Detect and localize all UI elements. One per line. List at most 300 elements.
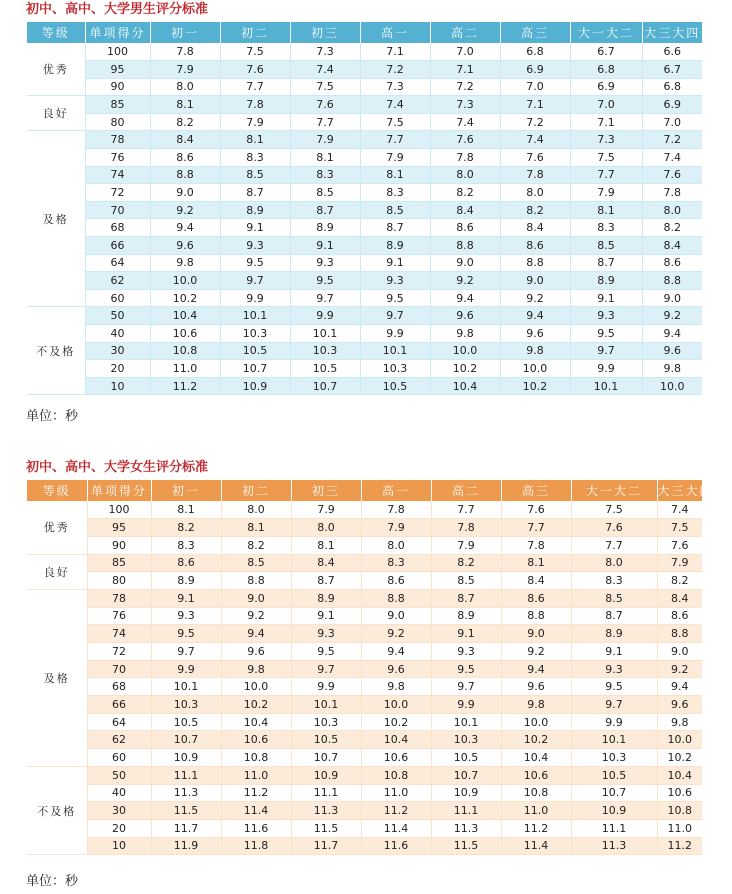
male-score-cell: 90 [85, 78, 150, 96]
male-time-cell: 10.1 [220, 307, 290, 325]
male-time-cell: 7.9 [570, 184, 642, 202]
male-table-row [27, 131, 702, 149]
male-time-cell: 9.9 [220, 289, 290, 307]
female-time-cell: 10.8 [657, 802, 702, 820]
female-table-row [27, 731, 702, 749]
female-time-cell: 11.6 [361, 837, 431, 855]
female-time-cell: 9.0 [221, 589, 291, 607]
female-time-cell: 8.5 [431, 572, 501, 590]
male-time-cell: 7.3 [570, 131, 642, 149]
female-time-cell: 9.3 [431, 643, 501, 661]
female-time-cell: 8.7 [431, 589, 501, 607]
male-score-cell: 95 [85, 61, 150, 79]
female-time-cell: 10.6 [221, 731, 291, 749]
male-time-cell: 9.2 [150, 201, 220, 219]
female-time-cell: 10.8 [361, 766, 431, 784]
male-time-cell: 8.6 [642, 254, 702, 272]
male-time-cell: 8.1 [150, 96, 220, 114]
female-time-cell: 8.3 [151, 536, 221, 554]
male-time-cell: 8.5 [360, 201, 430, 219]
female-time-cell: 10.5 [571, 766, 657, 784]
female-time-cell: 9.9 [431, 696, 501, 714]
female-time-cell: 9.6 [657, 696, 702, 714]
male-header-cell: 初三 [290, 22, 360, 43]
male-time-cell: 9.6 [150, 237, 220, 255]
female-score-cell: 72 [87, 643, 151, 661]
male-time-cell: 9.8 [430, 325, 500, 343]
female-time-cell: 11.7 [151, 819, 221, 837]
male-grade-cell: 良好 [27, 96, 85, 131]
male-time-cell: 9.2 [430, 272, 500, 290]
male-table-row [27, 289, 702, 307]
female-time-cell: 7.5 [571, 501, 657, 519]
male-time-cell: 7.0 [430, 43, 500, 61]
male-time-cell: 9.7 [570, 342, 642, 360]
male-score-cell: 85 [85, 96, 150, 114]
female-time-cell: 11.3 [431, 819, 501, 837]
female-time-cell: 9.0 [501, 625, 571, 643]
female-time-cell: 10.6 [361, 749, 431, 767]
female-time-cell: 11.7 [291, 837, 361, 855]
female-time-cell: 11.3 [291, 802, 361, 820]
female-time-cell: 10.9 [431, 784, 501, 802]
female-time-cell: 10.1 [431, 713, 501, 731]
female-time-cell: 8.7 [291, 572, 361, 590]
male-time-cell: 7.4 [500, 131, 570, 149]
female-time-cell: 11.3 [571, 837, 657, 855]
female-header-cell: 高三 [501, 480, 571, 501]
male-header-cell: 高一 [360, 22, 430, 43]
female-time-cell: 8.9 [291, 589, 361, 607]
male-time-cell: 8.1 [290, 149, 360, 167]
female-time-cell: 7.6 [571, 519, 657, 537]
female-time-cell: 7.5 [657, 519, 702, 537]
male-time-cell: 9.0 [500, 272, 570, 290]
female-header-cell: 大一大二 [571, 480, 657, 501]
male-time-cell: 9.2 [500, 289, 570, 307]
female-time-cell: 10.3 [431, 731, 501, 749]
male-time-cell: 10.5 [360, 377, 430, 395]
female-time-cell: 9.3 [291, 625, 361, 643]
male-time-cell: 9.3 [290, 254, 360, 272]
male-time-cell: 6.7 [570, 43, 642, 61]
male-table-row [27, 201, 702, 219]
male-time-cell: 7.1 [430, 61, 500, 79]
male-time-cell: 8.2 [500, 201, 570, 219]
male-time-cell: 7.8 [500, 166, 570, 184]
male-time-cell: 8.8 [150, 166, 220, 184]
female-time-cell: 8.1 [151, 501, 221, 519]
female-time-cell: 10.7 [431, 766, 501, 784]
female-time-cell: 10.4 [221, 713, 291, 731]
female-time-cell: 9.9 [291, 678, 361, 696]
male-time-cell: 9.5 [570, 325, 642, 343]
female-time-cell: 8.8 [657, 625, 702, 643]
female-header-cell: 大三大四 [657, 480, 702, 501]
female-score-cell: 85 [87, 554, 151, 572]
male-time-cell: 8.4 [150, 131, 220, 149]
female-time-cell: 8.3 [361, 554, 431, 572]
male-time-cell: 8.7 [290, 201, 360, 219]
female-score-cell: 20 [87, 819, 151, 837]
female-table-row [27, 536, 702, 554]
female-time-cell: 9.5 [151, 625, 221, 643]
male-time-cell: 7.2 [642, 131, 702, 149]
male-score-cell: 68 [85, 219, 150, 237]
male-time-cell: 7.6 [290, 96, 360, 114]
male-time-cell: 9.4 [150, 219, 220, 237]
male-unit-note: 单位：秒 [26, 409, 79, 424]
female-time-cell: 9.6 [361, 660, 431, 678]
male-time-cell: 8.3 [360, 184, 430, 202]
male-table-row [27, 78, 702, 96]
female-time-cell: 11.4 [501, 837, 571, 855]
female-score-cell: 66 [87, 696, 151, 714]
female-time-cell: 8.9 [571, 625, 657, 643]
female-time-cell: 10.0 [221, 678, 291, 696]
male-time-cell: 7.0 [570, 96, 642, 114]
female-time-cell: 9.2 [501, 643, 571, 661]
male-table-header-row [27, 22, 702, 43]
male-time-cell: 7.1 [570, 113, 642, 131]
male-table-row [27, 113, 702, 131]
female-time-cell: 9.6 [221, 643, 291, 661]
male-score-cell: 72 [85, 184, 150, 202]
male-time-cell: 7.9 [360, 149, 430, 167]
male-time-cell: 10.6 [150, 325, 220, 343]
female-header-cell: 等级 [27, 480, 87, 501]
female-time-cell: 10.2 [361, 713, 431, 731]
female-time-cell: 7.9 [291, 501, 361, 519]
female-time-cell: 8.0 [361, 536, 431, 554]
male-table-row [27, 342, 702, 360]
male-time-cell: 9.7 [360, 307, 430, 325]
male-table-row [27, 166, 702, 184]
male-time-cell: 8.0 [430, 166, 500, 184]
male-time-cell: 8.4 [430, 201, 500, 219]
female-time-cell: 8.7 [571, 607, 657, 625]
female-time-cell: 7.8 [431, 519, 501, 537]
female-time-cell: 10.4 [361, 731, 431, 749]
female-table-header-row [27, 480, 702, 501]
female-time-cell: 9.7 [151, 643, 221, 661]
male-time-cell: 8.7 [220, 184, 290, 202]
male-score-cell: 20 [85, 360, 150, 378]
female-table-row [27, 819, 702, 837]
female-grade-cell: 良好 [27, 554, 87, 589]
female-time-cell: 9.1 [431, 625, 501, 643]
female-time-cell: 10.5 [431, 749, 501, 767]
male-time-cell: 7.4 [290, 61, 360, 79]
male-time-cell: 7.2 [430, 78, 500, 96]
female-score-cell: 50 [87, 766, 151, 784]
male-time-cell: 10.9 [220, 377, 290, 395]
male-table-row [27, 149, 702, 167]
female-time-cell: 8.6 [657, 607, 702, 625]
male-time-cell: 10.5 [220, 342, 290, 360]
female-time-cell: 9.3 [151, 607, 221, 625]
female-time-cell: 11.2 [361, 802, 431, 820]
male-score-cell: 66 [85, 237, 150, 255]
male-time-cell: 10.1 [570, 377, 642, 395]
female-score-cell: 90 [87, 536, 151, 554]
male-time-cell: 8.1 [570, 201, 642, 219]
female-table-row [27, 607, 702, 625]
male-time-cell: 10.4 [150, 307, 220, 325]
female-time-cell: 8.0 [291, 519, 361, 537]
male-time-cell: 7.2 [500, 113, 570, 131]
male-time-cell: 10.3 [290, 342, 360, 360]
female-time-cell: 10.1 [291, 696, 361, 714]
male-table-row [27, 237, 702, 255]
female-table-row [27, 554, 702, 572]
female-time-cell: 11.2 [221, 784, 291, 802]
male-score-cell: 78 [85, 131, 150, 149]
male-time-cell: 7.5 [220, 43, 290, 61]
male-time-cell: 8.0 [500, 184, 570, 202]
female-time-cell: 11.2 [501, 819, 571, 837]
female-time-cell: 11.1 [431, 802, 501, 820]
male-time-cell: 8.9 [360, 237, 430, 255]
male-time-cell: 10.1 [290, 325, 360, 343]
male-time-cell: 9.4 [500, 307, 570, 325]
male-time-cell: 9.9 [360, 325, 430, 343]
female-time-cell: 9.4 [221, 625, 291, 643]
female-time-cell: 9.9 [151, 660, 221, 678]
female-table-row [27, 802, 702, 820]
female-time-cell: 10.8 [221, 749, 291, 767]
male-score-cell: 80 [85, 113, 150, 131]
female-table-row [27, 784, 702, 802]
female-time-cell: 8.3 [571, 572, 657, 590]
male-time-cell: 11.2 [150, 377, 220, 395]
female-time-cell: 9.0 [361, 607, 431, 625]
male-time-cell: 7.7 [570, 166, 642, 184]
male-time-cell: 9.0 [642, 289, 702, 307]
male-time-cell: 6.8 [570, 61, 642, 79]
male-table-row [27, 96, 702, 114]
female-time-cell: 8.4 [657, 589, 702, 607]
female-time-cell: 8.2 [657, 572, 702, 590]
male-table-row [27, 272, 702, 290]
female-score-cell: 78 [87, 589, 151, 607]
female-header-cell: 初二 [221, 480, 291, 501]
male-time-cell: 7.8 [430, 149, 500, 167]
female-time-cell: 9.6 [501, 678, 571, 696]
female-time-cell: 8.8 [361, 589, 431, 607]
male-time-cell: 7.8 [220, 96, 290, 114]
female-time-cell: 11.2 [657, 837, 702, 855]
female-score-cell: 80 [87, 572, 151, 590]
female-time-cell: 9.8 [361, 678, 431, 696]
female-time-cell: 7.7 [571, 536, 657, 554]
female-table-row [27, 625, 702, 643]
female-time-cell: 9.2 [361, 625, 431, 643]
female-time-cell: 10.7 [291, 749, 361, 767]
female-time-cell: 10.5 [151, 713, 221, 731]
male-time-cell: 7.5 [570, 149, 642, 167]
male-table-row [27, 254, 702, 272]
female-time-cell: 10.3 [151, 696, 221, 714]
female-time-cell: 11.5 [291, 819, 361, 837]
female-time-cell: 8.1 [221, 519, 291, 537]
female-time-cell: 7.6 [657, 536, 702, 554]
female-time-cell: 11.6 [221, 819, 291, 837]
female-grade-cell: 不及格 [27, 766, 87, 854]
female-table-row [27, 713, 702, 731]
male-time-cell: 7.3 [360, 78, 430, 96]
female-time-cell: 11.1 [291, 784, 361, 802]
female-table-row [27, 696, 702, 714]
male-time-cell: 10.2 [430, 360, 500, 378]
female-time-cell: 11.0 [657, 819, 702, 837]
male-time-cell: 8.6 [430, 219, 500, 237]
female-time-cell: 7.7 [431, 501, 501, 519]
female-table-row [27, 660, 702, 678]
female-time-cell: 8.1 [501, 554, 571, 572]
male-time-cell: 9.4 [430, 289, 500, 307]
male-time-cell: 10.8 [150, 342, 220, 360]
female-time-cell: 9.1 [291, 607, 361, 625]
female-time-cell: 11.4 [221, 802, 291, 820]
female-time-cell: 9.8 [501, 696, 571, 714]
male-time-cell: 9.4 [642, 325, 702, 343]
male-time-cell: 8.7 [360, 219, 430, 237]
male-time-cell: 6.9 [500, 61, 570, 79]
female-time-cell: 9.1 [151, 589, 221, 607]
male-time-cell: 8.8 [430, 237, 500, 255]
male-time-cell: 9.7 [220, 272, 290, 290]
male-time-cell: 9.1 [360, 254, 430, 272]
male-time-cell: 9.0 [150, 184, 220, 202]
male-table-row [27, 219, 702, 237]
male-time-cell: 10.2 [500, 377, 570, 395]
male-table-row [27, 360, 702, 378]
male-time-cell: 9.2 [642, 307, 702, 325]
female-time-cell: 10.6 [657, 784, 702, 802]
female-time-cell: 8.1 [291, 536, 361, 554]
male-header-cell: 初二 [220, 22, 290, 43]
male-time-cell: 7.6 [220, 61, 290, 79]
female-time-cell: 8.2 [431, 554, 501, 572]
female-score-cell: 30 [87, 802, 151, 820]
male-time-cell: 8.7 [570, 254, 642, 272]
female-time-cell: 10.3 [571, 749, 657, 767]
female-table-row [27, 572, 702, 590]
male-time-cell: 7.2 [360, 61, 430, 79]
female-table-row [27, 643, 702, 661]
male-time-cell: 6.6 [642, 43, 702, 61]
female-time-cell: 11.8 [221, 837, 291, 855]
male-header-cell: 初一 [150, 22, 220, 43]
male-time-cell: 7.9 [150, 61, 220, 79]
female-time-cell: 9.5 [431, 660, 501, 678]
male-time-cell: 10.3 [220, 325, 290, 343]
male-time-cell: 9.9 [570, 360, 642, 378]
male-time-cell: 10.0 [430, 342, 500, 360]
female-unit-note: 单位：秒 [26, 874, 79, 889]
female-time-cell: 8.2 [221, 536, 291, 554]
female-time-cell: 10.8 [501, 784, 571, 802]
male-time-cell: 9.3 [570, 307, 642, 325]
male-table-row [27, 307, 702, 325]
male-time-cell: 9.6 [642, 342, 702, 360]
male-score-cell: 76 [85, 149, 150, 167]
male-table-row [27, 61, 702, 79]
female-time-cell: 11.1 [151, 766, 221, 784]
male-time-cell: 10.0 [500, 360, 570, 378]
female-time-cell: 11.4 [361, 819, 431, 837]
male-time-cell: 9.5 [220, 254, 290, 272]
female-time-cell: 8.4 [291, 554, 361, 572]
male-time-cell: 7.4 [642, 149, 702, 167]
male-time-cell: 9.0 [430, 254, 500, 272]
male-time-cell: 10.3 [360, 360, 430, 378]
female-time-cell: 8.5 [221, 554, 291, 572]
male-time-cell: 7.6 [500, 149, 570, 167]
female-time-cell: 10.3 [291, 713, 361, 731]
male-time-cell: 7.3 [430, 96, 500, 114]
female-time-cell: 10.4 [501, 749, 571, 767]
female-time-cell: 7.4 [657, 501, 702, 519]
female-time-cell: 7.8 [361, 501, 431, 519]
male-time-cell: 7.6 [642, 166, 702, 184]
male-time-cell: 8.8 [642, 272, 702, 290]
female-time-cell: 10.2 [501, 731, 571, 749]
male-header-cell: 大一大二 [570, 22, 642, 43]
male-time-cell: 9.3 [220, 237, 290, 255]
female-time-cell: 9.8 [657, 713, 702, 731]
male-time-cell: 7.0 [642, 113, 702, 131]
male-time-cell: 9.8 [642, 360, 702, 378]
male-time-cell: 8.6 [500, 237, 570, 255]
male-header-cell: 单项得分 [85, 22, 150, 43]
female-time-cell: 9.7 [431, 678, 501, 696]
female-time-cell: 7.6 [501, 501, 571, 519]
female-score-cell: 10 [87, 837, 151, 855]
male-table-row [27, 43, 702, 61]
female-time-cell: 9.1 [571, 643, 657, 661]
female-time-cell: 10.9 [151, 749, 221, 767]
male-time-cell: 6.8 [642, 78, 702, 96]
male-header-cell: 大三大四 [642, 22, 702, 43]
female-time-cell: 9.4 [657, 678, 702, 696]
female-table-title: 初中、高中、大学女生评分标准 [26, 460, 209, 475]
female-time-cell: 7.9 [657, 554, 702, 572]
female-grade-cell: 优秀 [27, 501, 87, 554]
male-time-cell: 8.6 [150, 149, 220, 167]
female-time-cell: 8.6 [501, 589, 571, 607]
male-time-cell: 9.8 [150, 254, 220, 272]
male-header-cell: 等级 [27, 22, 85, 43]
male-header-cell: 高三 [500, 22, 570, 43]
male-time-cell: 7.0 [500, 78, 570, 96]
male-table-row [27, 325, 702, 343]
male-score-cell: 64 [85, 254, 150, 272]
male-time-cell: 8.1 [360, 166, 430, 184]
female-time-cell: 11.0 [501, 802, 571, 820]
female-table-row [27, 501, 702, 519]
male-table-title: 初中、高中、大学男生评分标准 [26, 2, 209, 17]
male-time-cell: 10.0 [150, 272, 220, 290]
male-time-cell: 8.8 [500, 254, 570, 272]
male-time-cell: 10.5 [290, 360, 360, 378]
female-time-cell: 9.5 [291, 643, 361, 661]
male-time-cell: 7.7 [220, 78, 290, 96]
male-time-cell: 8.2 [430, 184, 500, 202]
female-header-cell: 高一 [361, 480, 431, 501]
female-time-cell: 9.9 [571, 713, 657, 731]
